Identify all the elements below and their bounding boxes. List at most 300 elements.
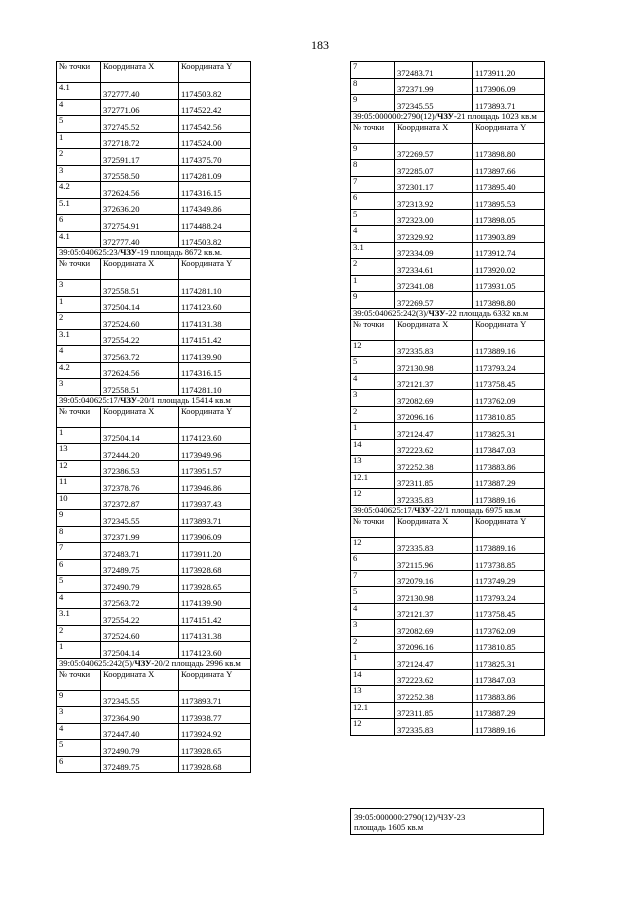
point-number-cell: 6 bbox=[57, 559, 101, 576]
table-row bbox=[351, 226, 545, 243]
coordinate-y-cell: 1174281.10 bbox=[179, 280, 251, 297]
coordinate-y-cell: 1173887.29 bbox=[473, 702, 545, 719]
coordinate-x-cell: 372345.55 bbox=[395, 95, 473, 112]
point-number-cell: 8 bbox=[351, 78, 395, 95]
coordinate-x-cell: 372115.96 bbox=[395, 554, 473, 571]
table-row bbox=[57, 329, 251, 346]
table-row bbox=[57, 543, 251, 560]
coordinate-x-cell: 372771.06 bbox=[101, 99, 179, 116]
point-number-cell: 2 bbox=[57, 625, 101, 642]
table-row bbox=[57, 740, 251, 757]
point-number-cell: 9 bbox=[351, 143, 395, 160]
point-number-cell: 5.1 bbox=[57, 198, 101, 215]
point-number-cell: 1 bbox=[351, 653, 395, 670]
coordinate-y-cell: 1173895.40 bbox=[473, 176, 545, 193]
coordinate-y-cell: 1173924.92 bbox=[179, 723, 251, 740]
point-number-cell: 1 bbox=[351, 423, 395, 440]
coordinate-y-cell: 1173883.86 bbox=[473, 456, 545, 473]
parcel-area: -19 площадь 8672 кв.м. bbox=[137, 247, 223, 257]
parcel-caption-row bbox=[57, 395, 251, 406]
coordinate-x-cell: 372334.61 bbox=[395, 259, 473, 276]
table-row bbox=[351, 719, 545, 736]
coordinate-x-cell: 372313.92 bbox=[395, 193, 473, 210]
table-row bbox=[351, 357, 545, 374]
table-header-row bbox=[57, 62, 251, 83]
point-number-cell: 8 bbox=[57, 526, 101, 543]
coordinate-y-cell: 1173898.05 bbox=[473, 209, 545, 226]
coordinate-y-cell: 1173938.77 bbox=[179, 707, 251, 724]
point-number-cell: 6 bbox=[57, 756, 101, 773]
coordinate-x-cell: 372269.57 bbox=[395, 292, 473, 309]
table-row bbox=[57, 642, 251, 659]
coordinate-y-cell: 1173931.05 bbox=[473, 275, 545, 292]
point-number-cell: 5 bbox=[351, 357, 395, 374]
coordinate-y-cell: 1173903.89 bbox=[473, 226, 545, 243]
coordinate-x-cell: 372364.90 bbox=[101, 707, 179, 724]
parcel-code: ЧЗУ bbox=[134, 658, 152, 668]
coordinate-y-header: Координата Y bbox=[179, 669, 251, 690]
point-number-cell: 3 bbox=[57, 280, 101, 297]
parcel-caption-line1: 39:05:000000:2790(12)/ЧЗУ-23 bbox=[354, 812, 466, 822]
point-number-cell: 6 bbox=[351, 193, 395, 210]
point-number-cell: 7 bbox=[351, 570, 395, 587]
table-row bbox=[351, 193, 545, 210]
table-row bbox=[351, 143, 545, 160]
parcel-code: ЧЗУ bbox=[120, 247, 138, 257]
point-number-cell: 7 bbox=[351, 62, 395, 79]
right-coordinates-table bbox=[350, 61, 545, 736]
coordinate-x-header: Координата X bbox=[395, 516, 473, 537]
table-row bbox=[57, 460, 251, 477]
coordinate-y-cell: 1173889.16 bbox=[473, 340, 545, 357]
point-number-cell: 4.2 bbox=[57, 182, 101, 199]
point-number-cell: 1 bbox=[57, 296, 101, 313]
point-number-cell: 4 bbox=[351, 603, 395, 620]
coordinate-y-cell: 1173825.31 bbox=[473, 653, 545, 670]
table-header-row bbox=[351, 516, 545, 537]
left-coordinates-table-column bbox=[56, 61, 250, 773]
table-row bbox=[57, 444, 251, 461]
table-row bbox=[351, 340, 545, 357]
point-number-cell: 12 bbox=[57, 460, 101, 477]
coordinate-y-cell: 1173893.71 bbox=[179, 690, 251, 707]
coordinate-x-cell: 372335.83 bbox=[395, 537, 473, 554]
table-row bbox=[351, 259, 545, 276]
coordinate-y-cell: 1173951.57 bbox=[179, 460, 251, 477]
coordinate-x-cell: 372558.51 bbox=[101, 280, 179, 297]
coordinate-x-cell: 372563.72 bbox=[101, 346, 179, 363]
parcel-area: -21 площадь 1023 кв.м bbox=[453, 111, 537, 121]
coordinate-x-cell: 372082.69 bbox=[395, 620, 473, 637]
table-row bbox=[351, 62, 545, 79]
table-row bbox=[351, 456, 545, 473]
coordinate-y-cell: 1173898.80 bbox=[473, 292, 545, 309]
point-number-header: № точки bbox=[57, 406, 101, 427]
point-number-cell: 3.1 bbox=[57, 609, 101, 626]
point-number-cell: 12.1 bbox=[351, 472, 395, 489]
coordinate-y-cell: 1173949.96 bbox=[179, 444, 251, 461]
parcel-cadastral-number: 39:05:000000:2790(12)/ bbox=[353, 111, 438, 121]
parcel-caption-row bbox=[351, 308, 545, 319]
table-row bbox=[351, 373, 545, 390]
coordinate-y-cell: 1173825.31 bbox=[473, 423, 545, 440]
point-number-cell: 2 bbox=[351, 406, 395, 423]
coordinate-x-cell: 372096.16 bbox=[395, 636, 473, 653]
coordinate-y-cell: 1173889.16 bbox=[473, 489, 545, 506]
table-row bbox=[351, 636, 545, 653]
table-row bbox=[57, 116, 251, 133]
coordinate-y-cell: 1173762.09 bbox=[473, 620, 545, 637]
table-row bbox=[57, 609, 251, 626]
point-number-cell: 3 bbox=[57, 707, 101, 724]
parcel-caption bbox=[351, 111, 545, 122]
coordinate-y-cell: 1173889.16 bbox=[473, 537, 545, 554]
coordinate-y-cell: 1173906.09 bbox=[179, 526, 251, 543]
coordinate-x-cell: 372386.53 bbox=[101, 460, 179, 477]
coordinate-y-cell: 1173893.71 bbox=[473, 95, 545, 112]
point-number-cell: 13 bbox=[351, 686, 395, 703]
coordinate-y-cell: 1173906.09 bbox=[473, 78, 545, 95]
table-row bbox=[57, 690, 251, 707]
table-row bbox=[351, 439, 545, 456]
coordinate-y-cell: 1173928.68 bbox=[179, 756, 251, 773]
point-number-header: № точки bbox=[57, 669, 101, 690]
coordinate-x-header: Координата X bbox=[101, 669, 179, 690]
point-number-cell: 2 bbox=[57, 313, 101, 330]
table-row bbox=[57, 99, 251, 116]
coordinate-x-header: Координата X bbox=[101, 406, 179, 427]
table-row bbox=[351, 669, 545, 686]
coordinate-y-header: Координата Y bbox=[179, 259, 251, 280]
parcel-caption-box bbox=[350, 808, 544, 835]
table-row bbox=[351, 176, 545, 193]
table-row bbox=[57, 132, 251, 149]
table-row bbox=[351, 603, 545, 620]
coordinate-y-header: Координата Y bbox=[179, 406, 251, 427]
coordinate-x-cell: 372624.56 bbox=[101, 362, 179, 379]
coordinate-y-cell: 1173810.85 bbox=[473, 636, 545, 653]
coordinate-y-cell: 1173898.80 bbox=[473, 143, 545, 160]
coordinate-x-cell: 372504.14 bbox=[101, 296, 179, 313]
coordinate-y-cell: 1174488.24 bbox=[179, 215, 251, 232]
point-number-cell: 13 bbox=[57, 444, 101, 461]
coordinate-y-cell: 1174524.00 bbox=[179, 132, 251, 149]
coordinate-y-cell: 1173889.16 bbox=[473, 719, 545, 736]
coordinate-y-cell: 1173911.20 bbox=[179, 543, 251, 560]
table-row bbox=[351, 95, 545, 112]
point-number-cell: 4 bbox=[57, 99, 101, 116]
coordinate-y-cell: 1173738.85 bbox=[473, 554, 545, 571]
table-row bbox=[57, 198, 251, 215]
coordinate-y-cell: 1173920.02 bbox=[473, 259, 545, 276]
coordinate-x-cell: 372524.60 bbox=[101, 313, 179, 330]
coordinate-y-cell: 1174281.10 bbox=[179, 379, 251, 396]
coordinate-y-cell: 1173810.85 bbox=[473, 406, 545, 423]
point-number-header: № точки bbox=[351, 516, 395, 537]
coordinate-x-cell: 372223.62 bbox=[395, 439, 473, 456]
table-row bbox=[57, 756, 251, 773]
point-number-cell: 2 bbox=[351, 259, 395, 276]
coordinate-y-cell: 1174151.42 bbox=[179, 609, 251, 626]
coordinate-y-cell: 1174503.82 bbox=[179, 231, 251, 248]
table-row bbox=[351, 209, 545, 226]
point-number-cell: 12 bbox=[351, 340, 395, 357]
coordinate-y-cell: 1173793.24 bbox=[473, 357, 545, 374]
coordinate-x-cell: 372591.17 bbox=[101, 149, 179, 166]
coordinate-y-cell: 1174281.09 bbox=[179, 165, 251, 182]
coordinate-x-header: Координата X bbox=[395, 122, 473, 143]
coordinate-y-cell: 1173893.71 bbox=[179, 510, 251, 527]
parcel-caption bbox=[351, 505, 545, 516]
parcel-caption bbox=[57, 658, 251, 669]
point-number-cell: 7 bbox=[351, 176, 395, 193]
table-row bbox=[351, 423, 545, 440]
coordinate-x-cell: 372223.62 bbox=[395, 669, 473, 686]
coordinate-x-cell: 372777.40 bbox=[101, 83, 179, 100]
point-number-cell: 9 bbox=[351, 292, 395, 309]
point-number-cell: 4 bbox=[57, 346, 101, 363]
parcel-area: -20/1 площадь 15414 кв.м bbox=[137, 395, 231, 405]
point-number-cell: 6 bbox=[351, 554, 395, 571]
table-header-row bbox=[57, 259, 251, 280]
coordinate-x-cell: 372130.98 bbox=[395, 587, 473, 604]
coordinate-x-cell: 372745.52 bbox=[101, 116, 179, 133]
parcel-area: -22 площадь 6332 кв.м bbox=[445, 308, 529, 318]
coordinate-x-cell: 372489.75 bbox=[101, 559, 179, 576]
coordinate-y-cell: 1173911.20 bbox=[473, 62, 545, 79]
coordinate-y-cell: 1173946.86 bbox=[179, 477, 251, 494]
table-row bbox=[57, 215, 251, 232]
coordinate-y-cell: 1174131.38 bbox=[179, 625, 251, 642]
point-number-cell: 5 bbox=[57, 576, 101, 593]
parcel-code: ЧЗУ bbox=[428, 308, 446, 318]
coordinate-x-cell: 372096.16 bbox=[395, 406, 473, 423]
coordinate-y-cell: 1173758.45 bbox=[473, 373, 545, 390]
coordinate-x-cell: 372554.22 bbox=[101, 329, 179, 346]
parcel-code: ЧЗУ bbox=[437, 111, 454, 121]
coordinate-x-cell: 372558.51 bbox=[101, 379, 179, 396]
coordinate-y-cell: 1173912.74 bbox=[473, 242, 545, 259]
coordinate-x-cell: 372563.72 bbox=[101, 592, 179, 609]
table-row bbox=[57, 182, 251, 199]
parcel-caption-row bbox=[351, 505, 545, 516]
right-coordinates-table-column bbox=[350, 61, 544, 736]
point-number-cell: 9 bbox=[57, 510, 101, 527]
coordinate-y-cell: 1174131.38 bbox=[179, 313, 251, 330]
coordinate-x-cell: 372335.83 bbox=[395, 340, 473, 357]
point-number-cell: 1 bbox=[57, 427, 101, 444]
table-row bbox=[351, 587, 545, 604]
table-row bbox=[57, 379, 251, 396]
point-number-cell: 4.1 bbox=[57, 231, 101, 248]
point-number-cell: 13 bbox=[351, 456, 395, 473]
coordinate-y-cell: 1174151.42 bbox=[179, 329, 251, 346]
point-number-cell: 3 bbox=[57, 165, 101, 182]
coordinate-y-cell: 1173887.29 bbox=[473, 472, 545, 489]
coordinate-y-header: Координата Y bbox=[179, 62, 251, 83]
coordinate-y-cell: 1174316.15 bbox=[179, 182, 251, 199]
coordinate-x-cell: 372754.91 bbox=[101, 215, 179, 232]
table-row bbox=[57, 280, 251, 297]
point-number-cell: 3 bbox=[351, 620, 395, 637]
table-row bbox=[57, 723, 251, 740]
coordinate-x-cell: 372624.56 bbox=[101, 182, 179, 199]
point-number-cell: 4.1 bbox=[57, 83, 101, 100]
parcel-cadastral-number: 39:05:040625:242(3)/ bbox=[353, 308, 429, 318]
coordinate-x-cell: 372124.47 bbox=[395, 653, 473, 670]
table-row bbox=[57, 427, 251, 444]
point-number-cell: 10 bbox=[57, 493, 101, 510]
parcel-caption-row bbox=[351, 111, 545, 122]
point-number-cell: 4 bbox=[351, 373, 395, 390]
coordinate-x-cell: 372378.76 bbox=[101, 477, 179, 494]
coordinate-y-cell: 1173928.65 bbox=[179, 576, 251, 593]
point-number-cell: 4 bbox=[57, 723, 101, 740]
point-number-cell: 9 bbox=[57, 690, 101, 707]
coordinate-x-cell: 372121.37 bbox=[395, 373, 473, 390]
coordinate-x-cell: 372504.14 bbox=[101, 427, 179, 444]
table-row bbox=[57, 493, 251, 510]
table-header-row bbox=[57, 406, 251, 427]
coordinate-y-cell: 1174139.90 bbox=[179, 592, 251, 609]
point-number-cell: 12 bbox=[351, 489, 395, 506]
parcel-caption bbox=[57, 248, 251, 259]
table-row bbox=[351, 537, 545, 554]
table-row bbox=[351, 570, 545, 587]
table-row bbox=[57, 346, 251, 363]
coordinate-x-cell: 372252.38 bbox=[395, 456, 473, 473]
point-number-cell: 1 bbox=[57, 132, 101, 149]
coordinate-y-header: Координата Y bbox=[473, 319, 545, 340]
point-number-cell: 9 bbox=[351, 95, 395, 112]
coordinate-x-cell: 372483.71 bbox=[395, 62, 473, 79]
coordinate-y-cell: 1173928.68 bbox=[179, 559, 251, 576]
coordinate-x-cell: 372301.17 bbox=[395, 176, 473, 193]
coordinate-y-cell: 1173749.29 bbox=[473, 570, 545, 587]
point-number-cell: 11 bbox=[57, 477, 101, 494]
point-number-cell: 8 bbox=[351, 160, 395, 177]
parcel-cadastral-number: 39:05:040625:23/ bbox=[59, 247, 121, 257]
coordinate-x-cell: 372489.75 bbox=[101, 756, 179, 773]
parcel-caption-line2: площадь 1605 кв.м bbox=[354, 822, 424, 832]
coordinate-y-cell: 1174316.15 bbox=[179, 362, 251, 379]
point-number-cell: 5 bbox=[351, 209, 395, 226]
coordinate-x-cell: 372483.71 bbox=[101, 543, 179, 560]
point-number-cell: 12 bbox=[351, 537, 395, 554]
point-number-cell: 1 bbox=[351, 275, 395, 292]
point-number-cell: 5 bbox=[57, 740, 101, 757]
coordinate-y-cell: 1174123.60 bbox=[179, 642, 251, 659]
coordinate-y-cell: 1173937.43 bbox=[179, 493, 251, 510]
table-row bbox=[57, 477, 251, 494]
coordinate-y-cell: 1174522.42 bbox=[179, 99, 251, 116]
point-number-cell: 3.1 bbox=[351, 242, 395, 259]
coordinate-x-cell: 372371.99 bbox=[395, 78, 473, 95]
parcel-cadastral-number: 39:05:040625:242(5)/ bbox=[59, 658, 135, 668]
point-number-cell: 2 bbox=[57, 149, 101, 166]
table-row bbox=[57, 362, 251, 379]
coordinate-y-cell: 1173847.03 bbox=[473, 439, 545, 456]
point-number-header: № точки bbox=[351, 319, 395, 340]
coordinate-x-cell: 372636.20 bbox=[101, 198, 179, 215]
table-row bbox=[351, 406, 545, 423]
coordinate-x-cell: 372252.38 bbox=[395, 686, 473, 703]
point-number-cell: 5 bbox=[351, 587, 395, 604]
table-row bbox=[351, 78, 545, 95]
point-number-cell: 4 bbox=[351, 226, 395, 243]
table-row bbox=[351, 242, 545, 259]
coordinate-x-cell: 372490.79 bbox=[101, 576, 179, 593]
coordinate-x-cell: 372345.55 bbox=[101, 690, 179, 707]
coordinate-y-cell: 1174375.70 bbox=[179, 149, 251, 166]
table-row bbox=[57, 625, 251, 642]
point-number-cell: 4 bbox=[57, 592, 101, 609]
point-number-cell: 1 bbox=[57, 642, 101, 659]
coordinate-x-cell: 372524.60 bbox=[101, 625, 179, 642]
coordinate-x-cell: 372311.85 bbox=[395, 472, 473, 489]
point-number-cell: 5 bbox=[57, 116, 101, 133]
table-row bbox=[351, 686, 545, 703]
coordinate-x-cell: 372285.07 bbox=[395, 160, 473, 177]
coordinate-x-cell: 372345.55 bbox=[101, 510, 179, 527]
table-row bbox=[351, 620, 545, 637]
coordinate-x-cell: 372444.20 bbox=[101, 444, 179, 461]
point-number-cell: 6 bbox=[57, 215, 101, 232]
parcel-caption-row bbox=[57, 248, 251, 259]
point-number-cell: 12.1 bbox=[351, 702, 395, 719]
table-row bbox=[57, 576, 251, 593]
table-row bbox=[351, 160, 545, 177]
table-row bbox=[57, 83, 251, 100]
coordinate-x-cell: 372124.47 bbox=[395, 423, 473, 440]
table-header-row bbox=[57, 669, 251, 690]
point-number-cell: 3 bbox=[57, 379, 101, 396]
coordinate-x-cell: 372504.14 bbox=[101, 642, 179, 659]
coordinate-y-cell: 1174123.60 bbox=[179, 296, 251, 313]
point-number-cell: 4.2 bbox=[57, 362, 101, 379]
coordinate-x-cell: 372490.79 bbox=[101, 740, 179, 757]
parcel-code: ЧЗУ bbox=[120, 395, 138, 405]
coordinate-y-cell: 1173883.86 bbox=[473, 686, 545, 703]
coordinate-y-header: Координата Y bbox=[473, 516, 545, 537]
coordinate-y-cell: 1174123.60 bbox=[179, 427, 251, 444]
table-row bbox=[57, 510, 251, 527]
table-row bbox=[351, 653, 545, 670]
coordinate-y-cell: 1173928.65 bbox=[179, 740, 251, 757]
point-number-cell: 2 bbox=[351, 636, 395, 653]
coordinate-y-cell: 1173758.45 bbox=[473, 603, 545, 620]
coordinate-x-cell: 372079.16 bbox=[395, 570, 473, 587]
point-number-cell: 14 bbox=[351, 669, 395, 686]
table-row bbox=[57, 526, 251, 543]
parcel-caption-row bbox=[57, 658, 251, 669]
coordinate-y-header: Координата Y bbox=[473, 122, 545, 143]
coordinate-x-cell: 372341.08 bbox=[395, 275, 473, 292]
coordinate-x-header: Координата X bbox=[101, 62, 179, 83]
point-number-cell: 7 bbox=[57, 543, 101, 560]
parcel-code: ЧЗУ bbox=[414, 505, 432, 515]
point-number-cell: 14 bbox=[351, 439, 395, 456]
point-number-cell: 12 bbox=[351, 719, 395, 736]
coordinate-x-cell: 372447.40 bbox=[101, 723, 179, 740]
coordinate-x-cell: 372718.72 bbox=[101, 132, 179, 149]
point-number-cell: 3 bbox=[351, 390, 395, 407]
table-header-row bbox=[351, 122, 545, 143]
table-row bbox=[351, 554, 545, 571]
point-number-cell: 3.1 bbox=[57, 329, 101, 346]
coordinate-y-cell: 1173895.53 bbox=[473, 193, 545, 210]
table-row bbox=[351, 702, 545, 719]
